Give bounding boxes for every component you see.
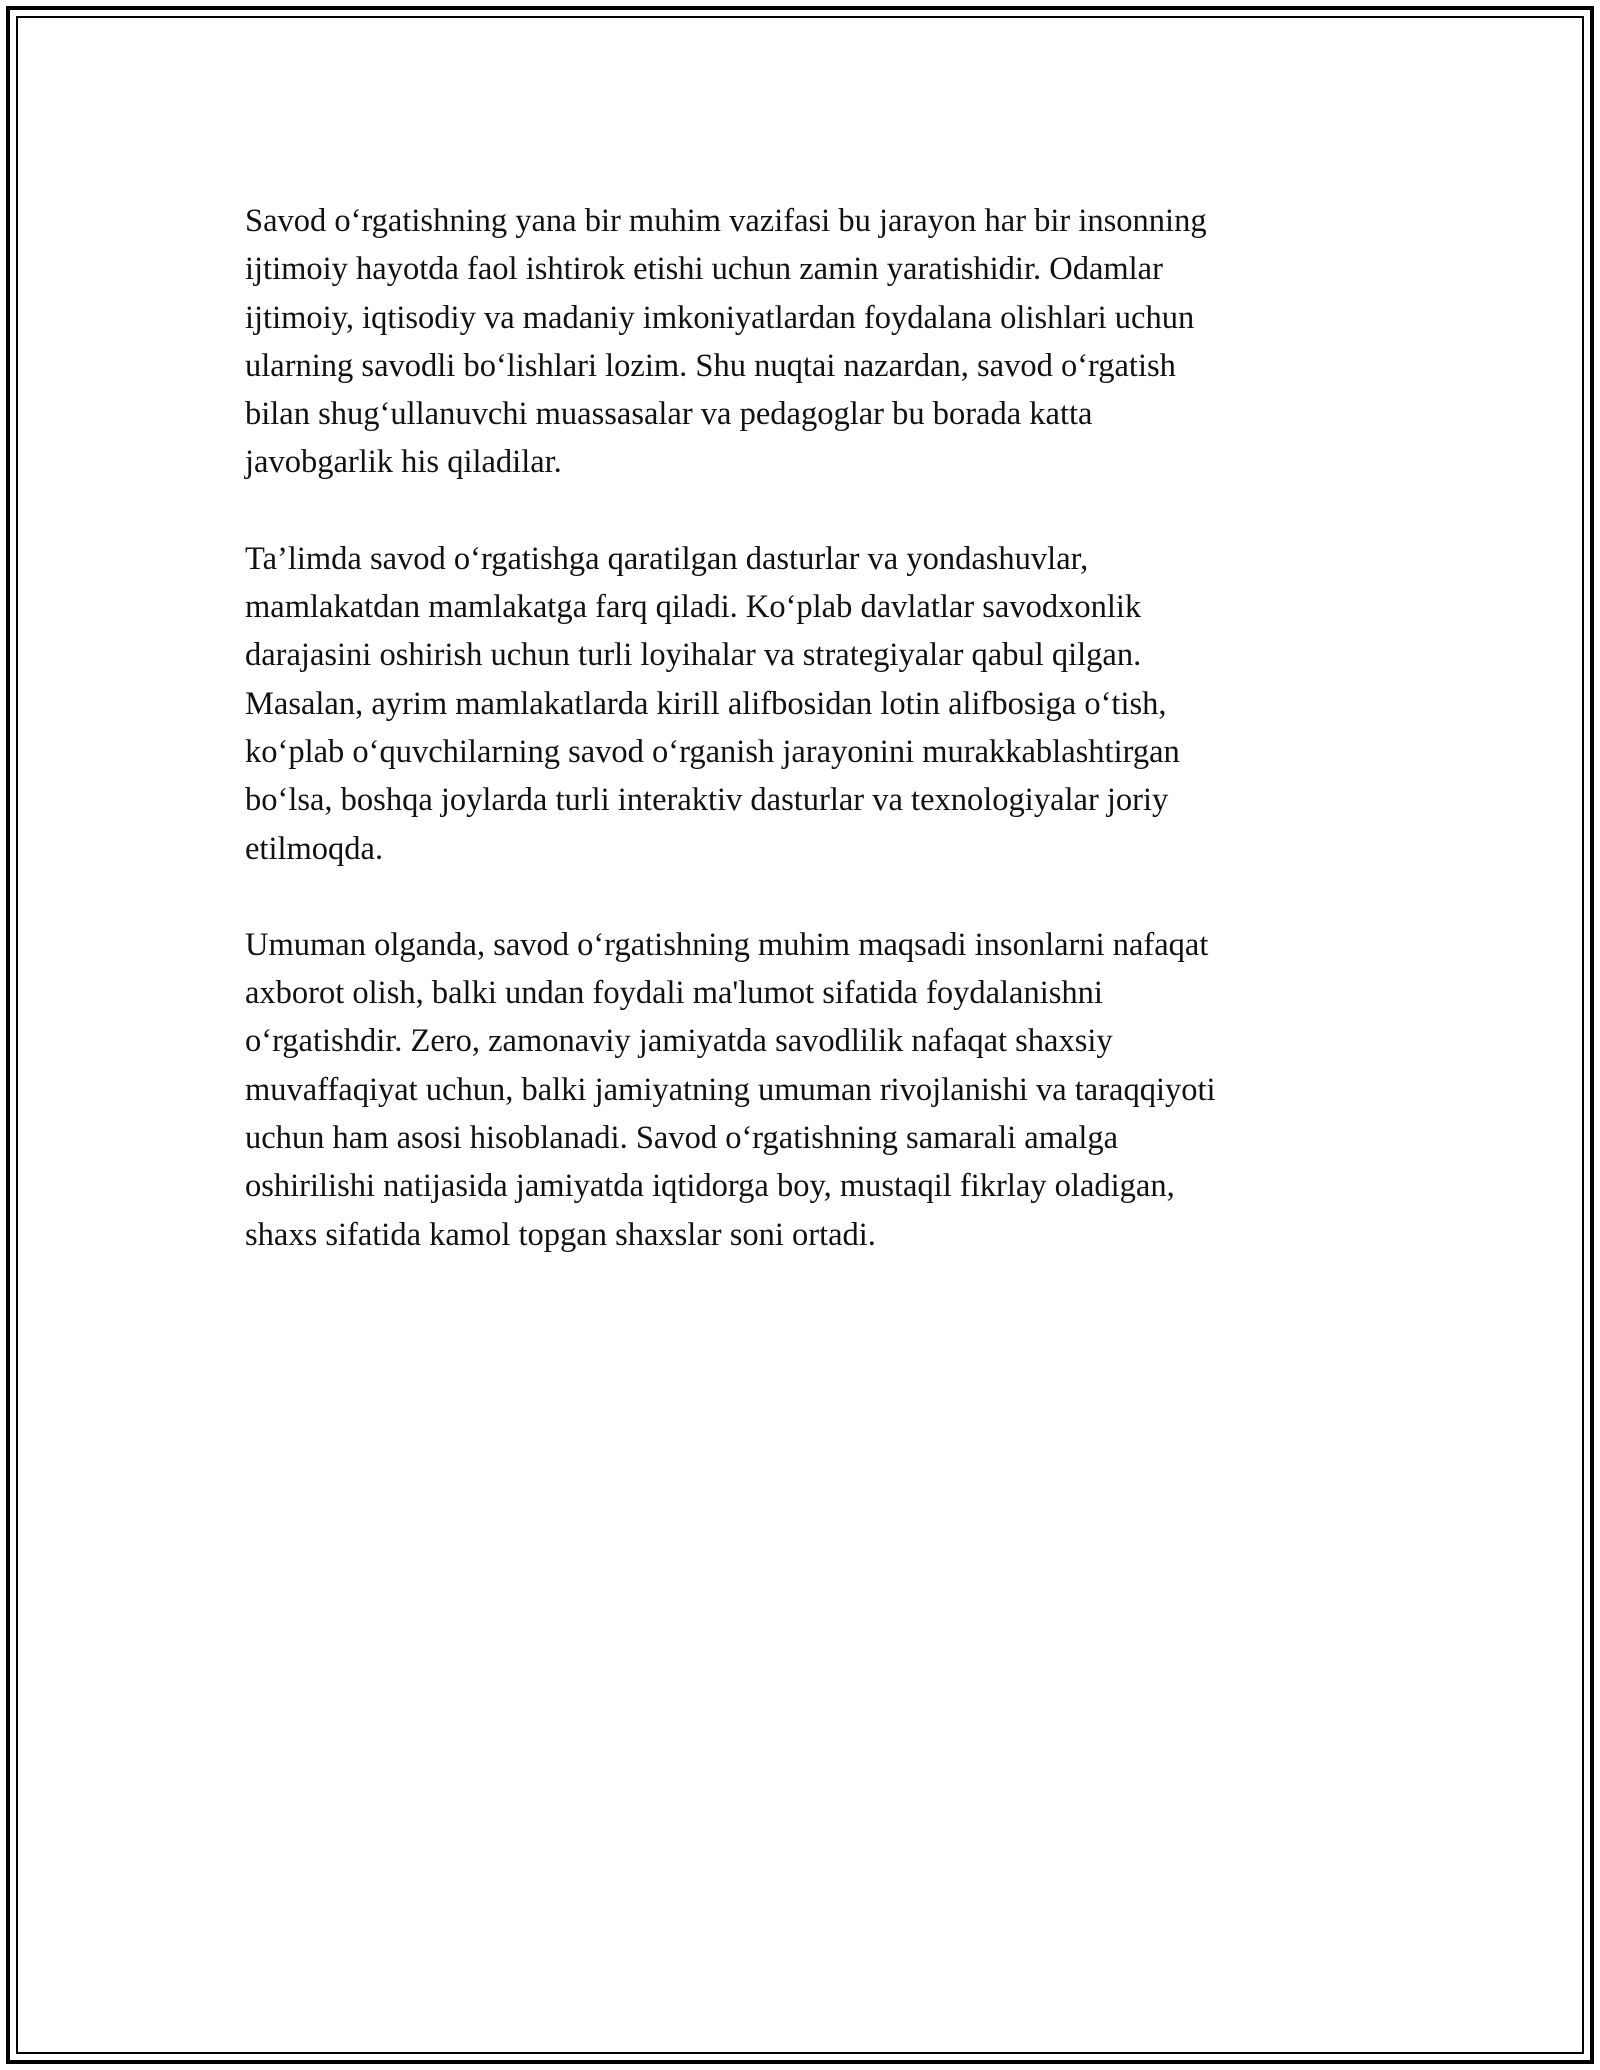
text-line: ijtimoiy, iqtisodiy va madaniy imkoniyatlardan foydalana olishlari uchun bbox=[245, 299, 1195, 336]
text-line: o‘rgatishdir. Zero, zamonaviy jamiyatda savodlilik nafaqat shaxsiy bbox=[245, 1023, 1113, 1060]
text-line: ularning savodli bo‘lishlari lozim. Shu nuqtai nazardan, savod o‘rgatish bbox=[245, 347, 1176, 384]
text-line: axborot olish, balki undan foydali ma'lumot sifatida foydalanishni bbox=[245, 975, 1103, 1012]
text-line: bo‘lsa, boshqa joylarda turli interaktiv dasturlar va texnologiyalar joriy bbox=[245, 782, 1169, 819]
text-line: darajasini oshirish uchun turli loyihalar va strategiyalar qabul qilgan. bbox=[245, 637, 1142, 674]
document-body bbox=[245, 197, 1365, 1307]
page-border bbox=[6, 6, 1594, 2064]
text-line: uchun ham asosi hisoblanadi. Savod o‘rgatishning samarali amalga bbox=[245, 1120, 1119, 1157]
text-line: Ta’limda savod o‘rgatishga qaratilgan dasturlar va yondashuvlar, bbox=[245, 540, 1089, 577]
text-line: ko‘plab o‘quvchilarning savod o‘rganish jarayonini murakkablashtirgan bbox=[245, 733, 1180, 770]
paragraph-3 bbox=[245, 921, 1365, 1259]
text-line: etilmoqda. bbox=[245, 830, 384, 867]
paragraph-1 bbox=[245, 197, 1365, 487]
text-line: Umuman olganda, savod o‘rgatishning muhim maqsadi insonlarni nafaqat bbox=[245, 926, 1209, 963]
text-line: muvaffaqiyat uchun, balki jamiyatning umuman rivojlanishi va taraqqiyoti bbox=[245, 1071, 1216, 1108]
text-line: mamlakatdan mamlakatga farq qiladi. Ko‘plab davlatlar savodxonlik bbox=[245, 589, 1142, 626]
text-line: bilan shug‘ullanuvchi muassasalar va pedagoglar bu borada katta bbox=[245, 396, 1093, 433]
text-line: Masalan, ayrim mamlakatlarda kirill alifbosidan lotin alifbosiga o‘tish, bbox=[245, 685, 1167, 722]
text-line: javobgarlik his qiladilar. bbox=[245, 444, 562, 481]
text-line: ijtimoiy hayotda faol ishtirok etishi uchun zamin yaratishidir. Odamlar bbox=[245, 251, 1163, 288]
text-line: shaxs sifatida kamol topgan shaxslar soni ortadi. bbox=[245, 1216, 876, 1253]
paragraph-2 bbox=[245, 535, 1365, 873]
text-line: oshirilishi natijasida jamiyatda iqtidorga boy, mustaqil fikrlay oladigan, bbox=[245, 1168, 1175, 1205]
text-line: Savod o‘rgatishning yana bir muhim vazifasi bu jarayon har bir insonning bbox=[245, 203, 1207, 239]
